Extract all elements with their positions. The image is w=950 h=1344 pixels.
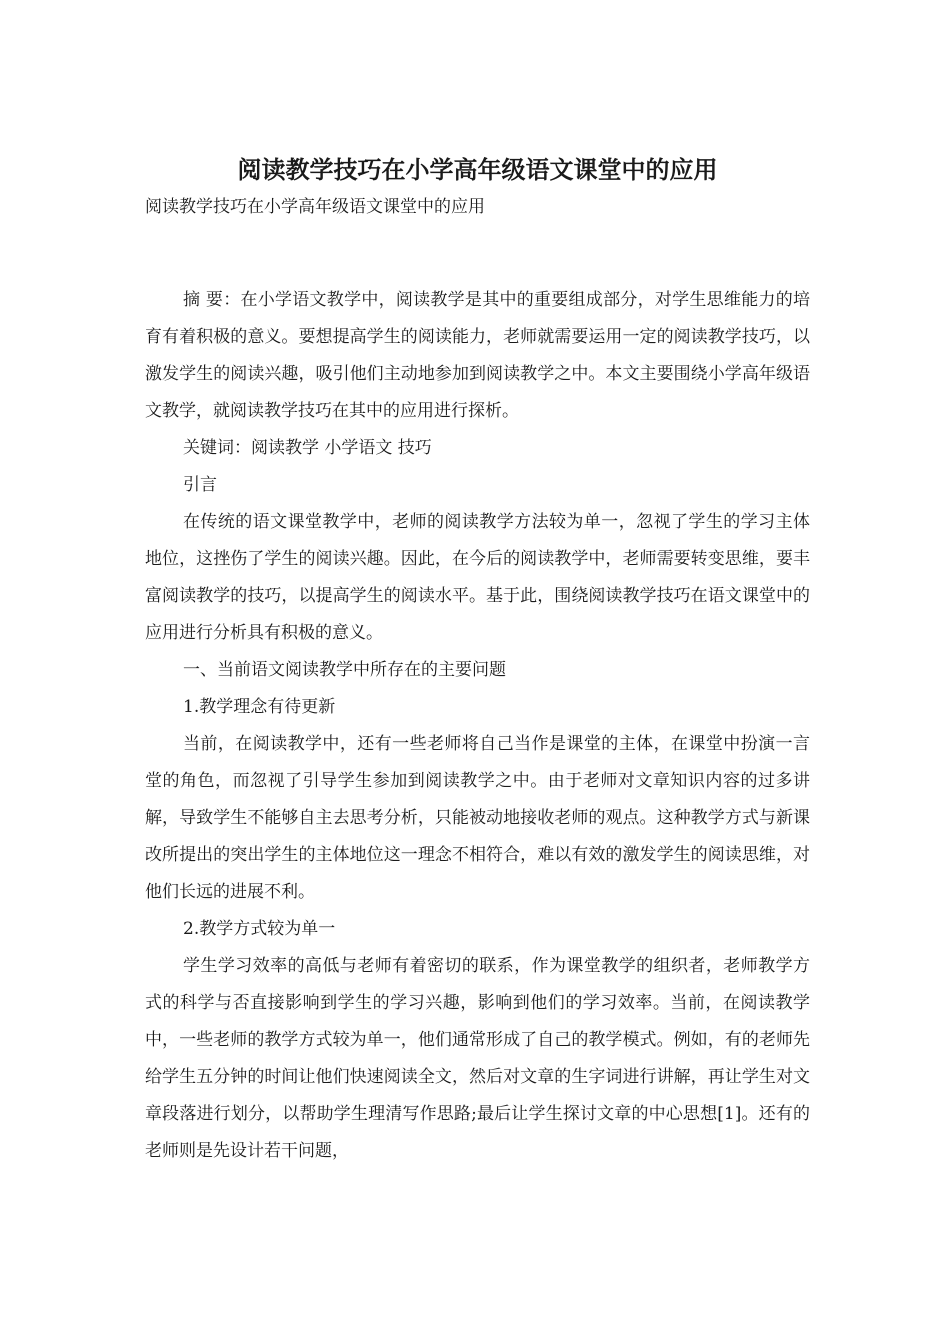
intro-paragraph: 在传统的语文课堂教学中，老师的阅读教学方法较为单一，忽视了学生的学习主体地位，这挫伤了学生的阅读兴趣。因此，在今后的阅读教学中，老师需要转变思维，要丰富阅读教学的技巧，以提高学生的阅读水平。基于此，围绕阅读教学技巧在语文课堂中的应用进行分析具有积极的意义。	[145, 512, 810, 643]
subsection-heading-2: 2.教学方式较为单一	[183, 919, 336, 939]
spacer	[145, 222, 810, 282]
subsection-paragraph-1: 当前，在阅读教学中，还有一些老师将自己当作是课堂的主体，在课堂中扮演一言堂的角色，而忽视了引导学生参加到阅读教学之中。由于老师对文章知识内容的过多讲解，导致学生不能够自主去思考分析，只能被动地接收老师的观点。这种教学方式与新课改所提出的突出学生的主体地位这一理念不相符合，难以有效的激发学生的阅读思维，对他们长远的进展不利。	[145, 734, 810, 902]
keywords-line: 关键词：阅读教学 小学语文 技巧	[183, 438, 432, 458]
document-title: 阅读教学技巧在小学高年级语文课堂中的应用	[237, 155, 718, 184]
abstract-paragraph: 摘 要：在小学语文教学中，阅读教学是其中的重要组成部分，对学生思维能力的培育有着积极的意义。要想提高学生的阅读能力，老师就需要运用一定的阅读教学技巧，以激发学生的阅读兴趣，吸引他们主动地参加到阅读教学之中。本文主要围绕小学高年级语文教学，就阅读教学技巧在其中的应用进行探析。	[145, 290, 810, 421]
subsection-paragraph-2: 学生学习效率的高低与老师有着密切的联系，作为课堂教学的组织者，老师教学方式的科学与否直接影响到学生的学习兴趣，影响到他们的学习效率。当前，在阅读教学中，一些老师的教学方式较为单一，他们通常形成了自己的教学模式。例如，有的老师先给学生五分钟的时间让他们快速阅读全文，然后对文章的生字词进行讲解，再让学生对文章段落进行划分，以帮助学生理清写作思路;最后让学生探讨文章的中心思想[1]。还有的老师则是先设计若干问题，	[145, 956, 810, 1161]
document-page	[145, 150, 810, 1170]
intro-heading: 引言	[183, 475, 217, 495]
section-heading: 一、当前语文阅读教学中所存在的主要问题	[183, 660, 506, 680]
subsection-heading-1: 1.教学理念有待更新	[183, 697, 336, 717]
document-subtitle: 阅读教学技巧在小学高年级语文课堂中的应用	[145, 197, 485, 217]
